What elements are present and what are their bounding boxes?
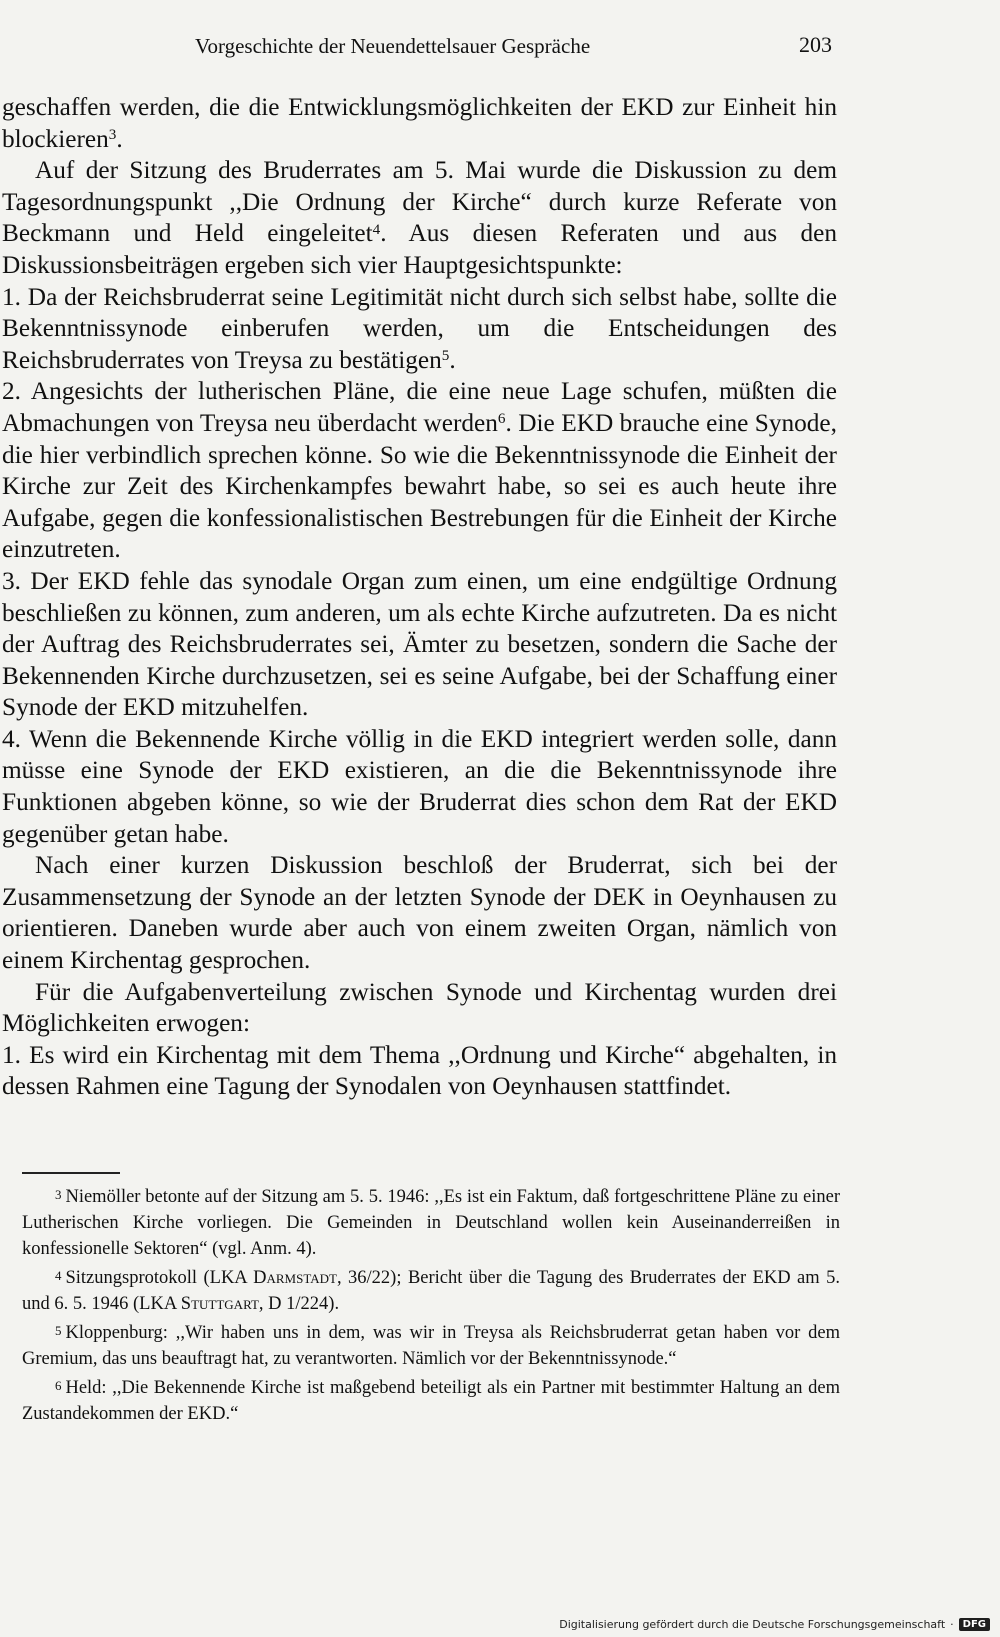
- paragraph-option-1: 1. Es wird ein Kirchentag mit dem Thema ,,Ordnung und Kirche“ abgehalten, in dessen Rahmen eine Tagung der Synodalen von Oeynhausen stattfindet.: [2, 1040, 837, 1101]
- paragraph-point-2: 2. Angesichts der lutherischen Pläne, die eine neue Lage schufen, müßten die Abmachungen von Treysa neu überdacht werden$^6$. Die EKD brauche eine Synode, die hier verbindlich sprechen könne. So wie die Bekenntnissynode die Einheit der Kirche zur Zeit des Kirchenkampfes bewahrt habe, so sei es auch heute ihre Aufgabe, gegen die konfessionalistischen Bestrebungen für die Einheit der Kirche einzutreten.: [2, 377, 837, 564]
- footnote-6: $^6$ Held: ,,Die Bekennende Kirche ist maßgebend beteiligt als ein Partner mit bestimmter Haltung an dem Zustandekommen der EKD.“: [22, 1378, 840, 1424]
- footnote-number: 5: [55, 1323, 62, 1339]
- footnote-ref-4[interactable]: 4: [372, 220, 381, 238]
- dfg-banner: Digitalisierung gefördert durch die Deutsche Forschungsgemeinschaft · DFG: [559, 1614, 990, 1634]
- footnote-ref-3[interactable]: 3: [108, 126, 117, 144]
- running-title: Vorgeschichte der Neuendettelsauer Gespräche: [195, 34, 591, 58]
- paragraph-1: geschaffen werden, die die Entwicklungsmöglichkeiten der EKD zur Einheit hin blockieren$^3$.: [2, 93, 837, 153]
- footnote-number: 4: [55, 1268, 62, 1284]
- dfg-logo-icon: DFG: [959, 1618, 990, 1631]
- paragraph-point-4: 4. Wenn die Bekennende Kirche völlig in die EKD integriert werden solle, dann müsse eine Synode der EKD existieren, an die die Bekenntnissynode ihre Funktionen abgeben könne, so wie der Bruderrat dies schon dem Rat der EKD gegenüber getan habe.: [2, 724, 837, 848]
- paragraph-point-3: 3. Der EKD fehle das synodale Organ zum einen, um eine endgültige Ordnung beschließen zu können, zum anderen, um als echte Kirche aufzutreten. Da es nicht der Auftrag des Reichsbruderrates sei, Ämter zu besetzen, sondern die Sache der Bekennenden Kirche durchzusetzen, sei es seine Aufgabe, bei der Schaffung einer Synode der EKD mitzuhelfen.: [2, 566, 837, 722]
- footnote-4: $^4$ Sitzungsprotokoll (LKA Darmstadt, 36/22); Bericht über die Tagung des Bruderrates der EKD am 5. und 6. 5. 1946 (LKA Stuttgart, D 1/224).: [22, 1268, 840, 1314]
- footnote-ref-6[interactable]: 6: [497, 410, 506, 428]
- page-header: [195, 30, 832, 64]
- footnote-number: 3: [55, 1187, 62, 1203]
- paragraph-2: Auf der Sitzung des Bruderrates am 5. Mai wurde die Diskussion zu dem Tagesordnungspunkt ,,Die Ordnung der Kirche“ durch kurze Referate von Beckmann und Held eingeleitet$^4$. Aus diesen Referaten und aus den Diskussionsbeiträgen ergeben sich vier Hauptgesichtspunkte:: [2, 156, 838, 279]
- footnote-divider: [22, 1172, 120, 1174]
- page-number: 203: [799, 32, 832, 57]
- body-text: [2, 92, 837, 1103]
- footnote-5: $^5$ Kloppenburg: ,,Wir haben uns in dem, was wir in Treysa als Reichsbruderrat getan haben vor dem Gremium, das uns beauftragt hat, zu verantworten. Nämlich vor der Bekenntnissynode.“: [22, 1323, 840, 1369]
- footnote-3: $^3$ Niemöller betonte auf der Sitzung am 5. 5. 1946: ,,Es ist ein Faktum, daß fortgeschrittene Pläne zu einer Lutherischen Kirche vorliegen. Die Gemeinden in Deutschland wollen kein Auseinanderreißen in konfessionelle Sektoren“ (vgl. Anm. 4).: [22, 1187, 840, 1259]
- footnote-ref-5[interactable]: 5: [441, 347, 450, 365]
- footnote-number: 6: [55, 1378, 62, 1394]
- paragraph-decision: Nach einer kurzen Diskussion beschloß der Bruderrat, sich bei der Zusammensetzung der Synode an der letzten Synode der DEK in Oeynhausen zu orientieren. Daneben wurde aber auch von einem zweiten Organ, nämlich von einem Kirchentag gesprochen.: [2, 851, 837, 975]
- dfg-banner-text: Digitalisierung gefördert durch die Deutsche Forschungsgemeinschaft: [559, 1617, 946, 1631]
- footnotes: [22, 1184, 840, 1430]
- paragraph-point-1: 1. Da der Reichsbruderrat seine Legitimität nicht durch sich selbst habe, sollte die Bekenntnissynode einberufen werden, um die Entscheidungen des Reichsbruderrates von Treysa zu bestätigen$^5$.: [2, 282, 837, 374]
- paragraph-options: Für die Aufgabenverteilung zwischen Synode und Kirchentag wurden drei Möglichkeiten erwogen:: [2, 977, 837, 1038]
